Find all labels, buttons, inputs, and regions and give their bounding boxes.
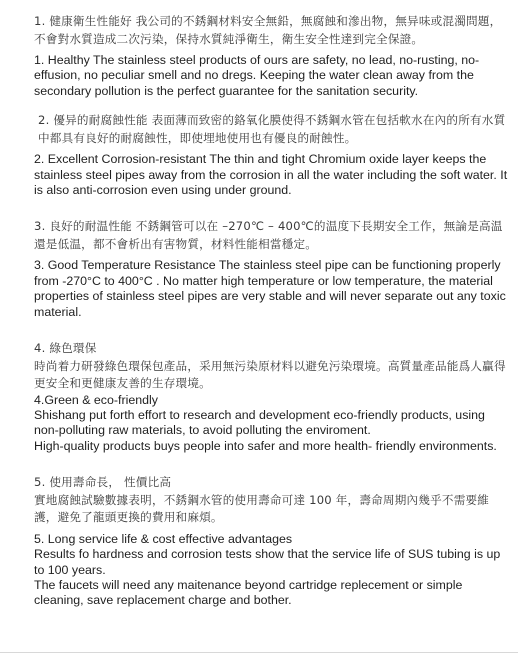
- section-3-chinese: 3. 良好的耐温性能 不銹鋼管可以在 –270℃ – 400℃的温度下長期安全工作，無論是高温還是低温，都不會析出有害物質，材料性能相當穩定。: [34, 219, 503, 251]
- section-4-english-title: 4.Green & eco-friendly: [34, 392, 158, 407]
- section-4-english: Shishang put forth effort to research and development eco-friendly products, using non-polluting raw materials, to avoid polluting the enviroment.: [34, 407, 485, 438]
- section-5-english-title: 5. Long service life & cost effective advantages: [34, 531, 293, 546]
- section-1-chinese: 1. 健康衛生性能好 我公司的不銹鋼材料安全無鉛，無腐蝕和滲出物，無异味或混濁問題，不會對水質造成二次污染，保持水質純淨衛生，衛生安全性達到完全保證。: [34, 14, 502, 46]
- section-5-chinese-title: 5. 使用壽命長， 性價比高: [34, 475, 172, 490]
- bottom-divider: [0, 652, 518, 653]
- section-5-english: Results fo hardness and corrosion tests show that the service life of SUS tubing is up to 100 years.: [34, 547, 501, 577]
- section-4-chinese-title: 4. 綠色環保: [34, 341, 97, 356]
- section-3-english: 3. Good Temperature Resistance The stainless steel pipe can be functioning properly from -270°C to 400°C . No matter high temperature or low temperature, the material properties of stainless steel pipes are very stable and will never separate out any toxic material.: [34, 258, 506, 319]
- section-4-chinese: 時尚着力研發綠色環保包產品，采用無污染原材料以避免污染環境。高質量產品能爲人贏得更安全和更健康友善的生存環境。: [34, 358, 506, 391]
- section-5-english-2: The faucets will need any maitenance beyond cartridge replecement or simple cleaning, save replacement charge and bother.: [34, 577, 463, 608]
- section-2-chinese: 2. 優异的耐腐蝕性能 表面薄而致密的鉻氧化膜使得不銹鋼水管在包括軟水在內的所有水質中都具有良好的耐腐蝕性，即使埋地使用也有優良的耐蝕性。: [38, 113, 506, 145]
- section-4-english-2: High-quality products buys people into safer and more health- friendly environments.: [34, 438, 497, 453]
- section-2-english: 2. Excellent Corrosion-resistant The thin and tight Chromium oxide layer keeps the stainless steel pipes away from the corrosion in all the water including the soft water. It is also anti-corrosion even using under ground.: [34, 152, 508, 198]
- section-1-english: 1. Healthy The stainless steel products of ours are safety, no lead, no-rusting, no-effusion, no peculiar smell and no dregs. Keeping the water clean away from the secondary pollution is the perfect guarantee for the sanitation security.: [34, 53, 480, 98]
- section-5-chinese: 實地腐蝕試驗數據表明，不銹鋼水管的使用壽命可達 100 年，壽命周期內幾乎不需要維護，避免了龍頭更換的費用和麻煩。: [34, 492, 490, 525]
